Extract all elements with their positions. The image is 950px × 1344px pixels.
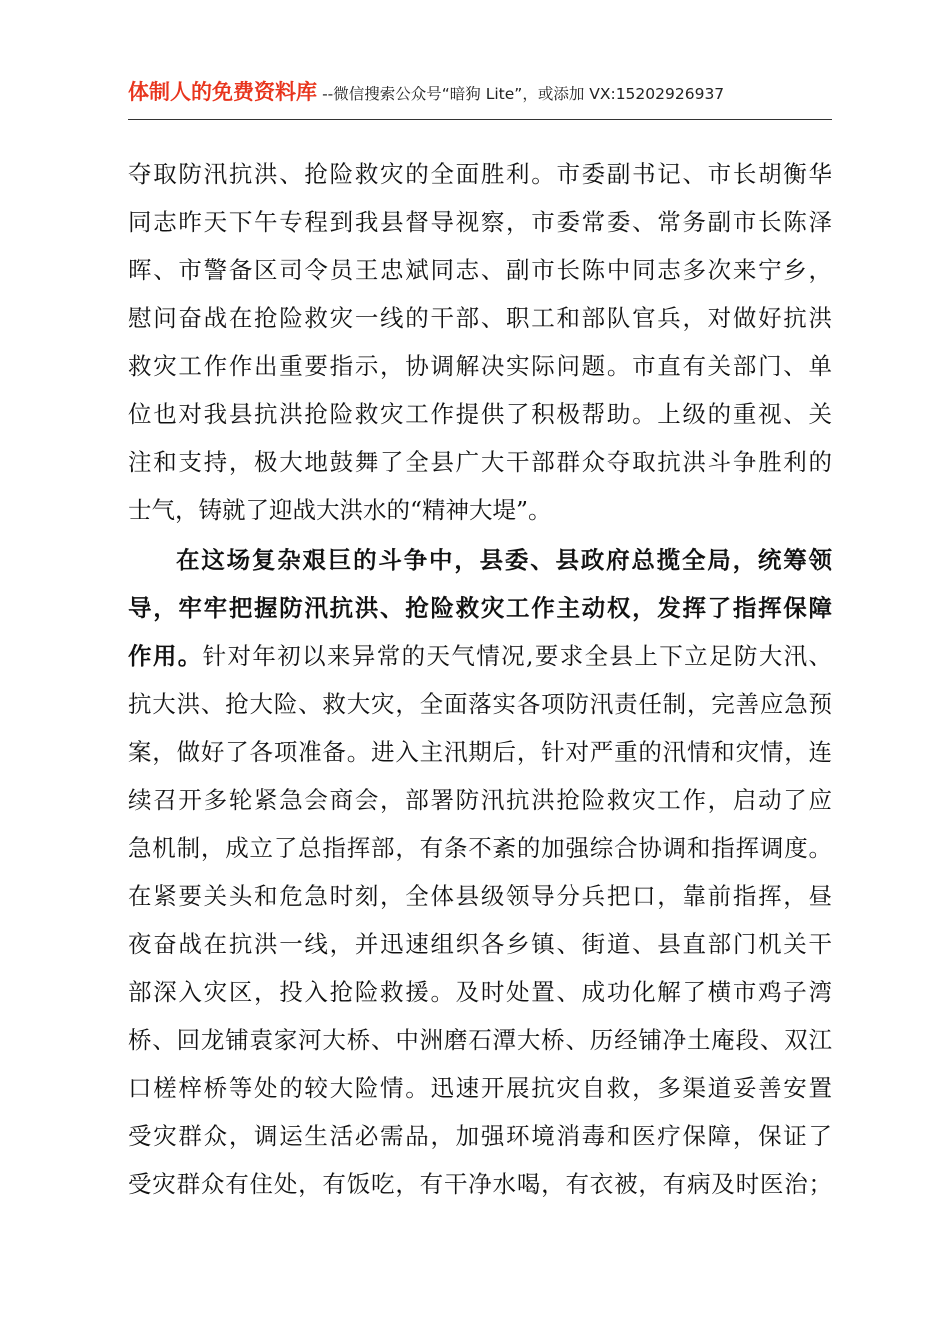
paragraph-lead-line: 导，牢牢把握防汛抗洪、抢险救灾工作主动权，发挥了指挥保障 [128,594,832,622]
paragraph-line: 注和支持，极大地鼓舞了全县广大干部群众夺取抗洪斗争胜利的 [128,448,832,476]
paragraph-line: 夜奋战在抗洪一线，并迅速组织各乡镇、街道、县直部门机关干 [128,930,832,958]
document-header [128,76,832,102]
paragraph-line: 受灾群众，调运生活必需品，加强环境消毒和医疗保障，保证了 [128,1122,832,1150]
paragraph-line: 抗大洪、抢大险、救大灾，全面落实各项防汛责任制，完善应急预 [128,690,832,718]
paragraph-line-rest: 针对年初以来异常的天气情况,要求全县上下立足防大汛、 [202,642,832,670]
paragraph-line: 救灾工作作出重要指示，协调解决实际问题。市直有关部门、单 [128,352,832,380]
paragraph-line: 部深入灾区，投入抢险救援。及时处置、成功化解了横市鸡子湾 [128,978,832,1006]
paragraph-line: 士气，铸就了迎战大洪水的“精神大堤”。 [128,496,552,524]
paragraph-line: 位也对我县抗洪抢险救灾工作提供了积极帮助。上级的重视、关 [128,400,832,428]
paragraph-line: 受灾群众有住处，有饭吃，有干净水喝，有衣被，有病及时医治； [128,1170,832,1198]
paragraph-lead-end: 作用。 [128,642,203,670]
paragraph-line: 案，做好了各项准备。进入主汛期后，针对严重的汛情和灾情，连 [128,738,832,766]
paragraph-line: 桥、回龙铺袁家河大桥、中洲磨石潭大桥、历经铺净土庵段、双江 [128,1026,832,1054]
header-note: --微信搜索公众号“暗狗 Lite”，或添加 VX:15202926937 [322,85,725,103]
header-divider [128,119,832,120]
paragraph-lead-line: 在这场复杂艰巨的斗争中，县委、县政府总揽全局，统筹领 [176,546,832,574]
paragraph-line: 慰问奋战在抢险救灾一线的干部、职工和部队官兵，对做好抗洪 [128,304,832,332]
paragraph-line: 在紧要关头和危急时刻，全体县级领导分兵把口，靠前指挥，昼 [128,882,832,910]
paragraph-line: 续召开多轮紧急会商会，部署防汛抗洪抢险救灾工作，启动了应 [128,786,832,814]
paragraph-mixed-line [128,638,832,674]
paragraph-line: 急机制，成立了总指挥部，有条不紊的加强综合协调和指挥调度。 [128,834,832,862]
paragraph-line: 夺取防汛抗洪、抢险救灾的全面胜利。市委副书记、市长胡衡华 [128,160,832,188]
paragraph-line: 晖、市警备区司令员王忠斌同志、副市长陈中同志多次来宁乡， [128,256,832,284]
paragraph-line: 口槎梓桥等处的较大险情。迅速开展抗灾自救，多渠道妥善安置 [128,1074,832,1102]
header-brand: 体制人的免费资料库 [128,80,317,104]
paragraph-line: 同志昨天下午专程到我县督导视察，市委常委、常务副市长陈泽 [128,208,832,236]
